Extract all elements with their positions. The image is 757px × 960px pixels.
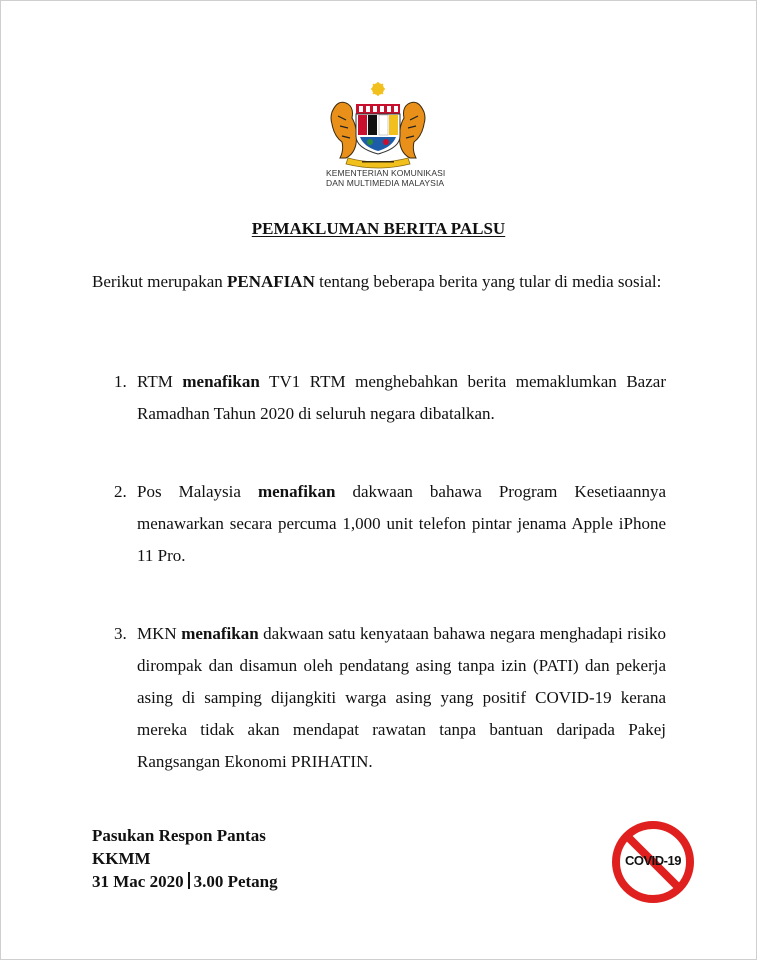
org-name: KKMM xyxy=(92,849,151,868)
list-item xyxy=(92,476,666,572)
ministry-line-1: KEMENTERIAN KOMUNIKASI xyxy=(326,168,446,178)
covid-label: COVID-19 xyxy=(625,853,681,868)
intro-paragraph xyxy=(92,266,666,298)
page-title: PEMAKLUMAN BERITA PALSU xyxy=(251,219,506,238)
ministry-name xyxy=(326,168,456,188)
list-item xyxy=(92,366,666,430)
date: 31 Mac 2020 xyxy=(92,872,184,891)
item-bold: menafikan xyxy=(181,624,259,643)
item-number: 3. xyxy=(114,624,127,643)
no-covid-19-sign-icon xyxy=(611,820,695,904)
prohibition-circle-icon xyxy=(611,820,695,904)
malaysia-coat-of-arms-icon xyxy=(326,82,430,174)
item-text: dakwaan bahawa Program Kesetiaannya menawarkan secara percuma 1,000 unit telefon pintar jenama Apple iPhone 11 Pro. xyxy=(137,482,666,565)
ministry-line-2: DAN MULTIMEDIA MALAYSIA xyxy=(326,178,445,188)
item-lead: RTM xyxy=(137,372,183,391)
item-bold: menafikan xyxy=(257,482,336,501)
list-item xyxy=(92,618,666,778)
item-text: dakwaan satu kenyataan bahawa negara menghadapi risiko dirompak dan disamun oleh pendatang asing tanpa izin (PATI) dan pekerja asing di samping dijangkiti warga asing yang positif COVID-19 kerana mereka tidak akan mendapat rawatan tanpa bantuan daripada Pakej Rangsangan Ekonomi PRIHATIN. xyxy=(137,624,666,771)
item-number: 2. xyxy=(114,482,127,501)
item-lead: Pos Malaysia xyxy=(137,482,258,501)
item-lead: MKN xyxy=(137,624,182,643)
item-text: TV1 RTM menghebahkan berita memaklumkan Bazar Ramadhan Tahun 2020 di seluruh negara dibatalkan. xyxy=(137,372,666,423)
signature-block xyxy=(92,824,278,893)
denial-list xyxy=(92,366,666,824)
date-time xyxy=(92,870,278,893)
intro-before: Berikut merupakan xyxy=(92,272,228,291)
separator xyxy=(188,872,190,889)
intro-after: tentang beberapa berita yang tular di media sosial: xyxy=(314,272,662,291)
intro-bold: PENAFIAN xyxy=(227,272,315,291)
item-number: 1. xyxy=(114,372,127,391)
time: 3.00 Petang xyxy=(193,872,278,891)
item-bold: menafikan xyxy=(182,372,260,391)
team-name: Pasukan Respon Pantas xyxy=(92,826,266,845)
